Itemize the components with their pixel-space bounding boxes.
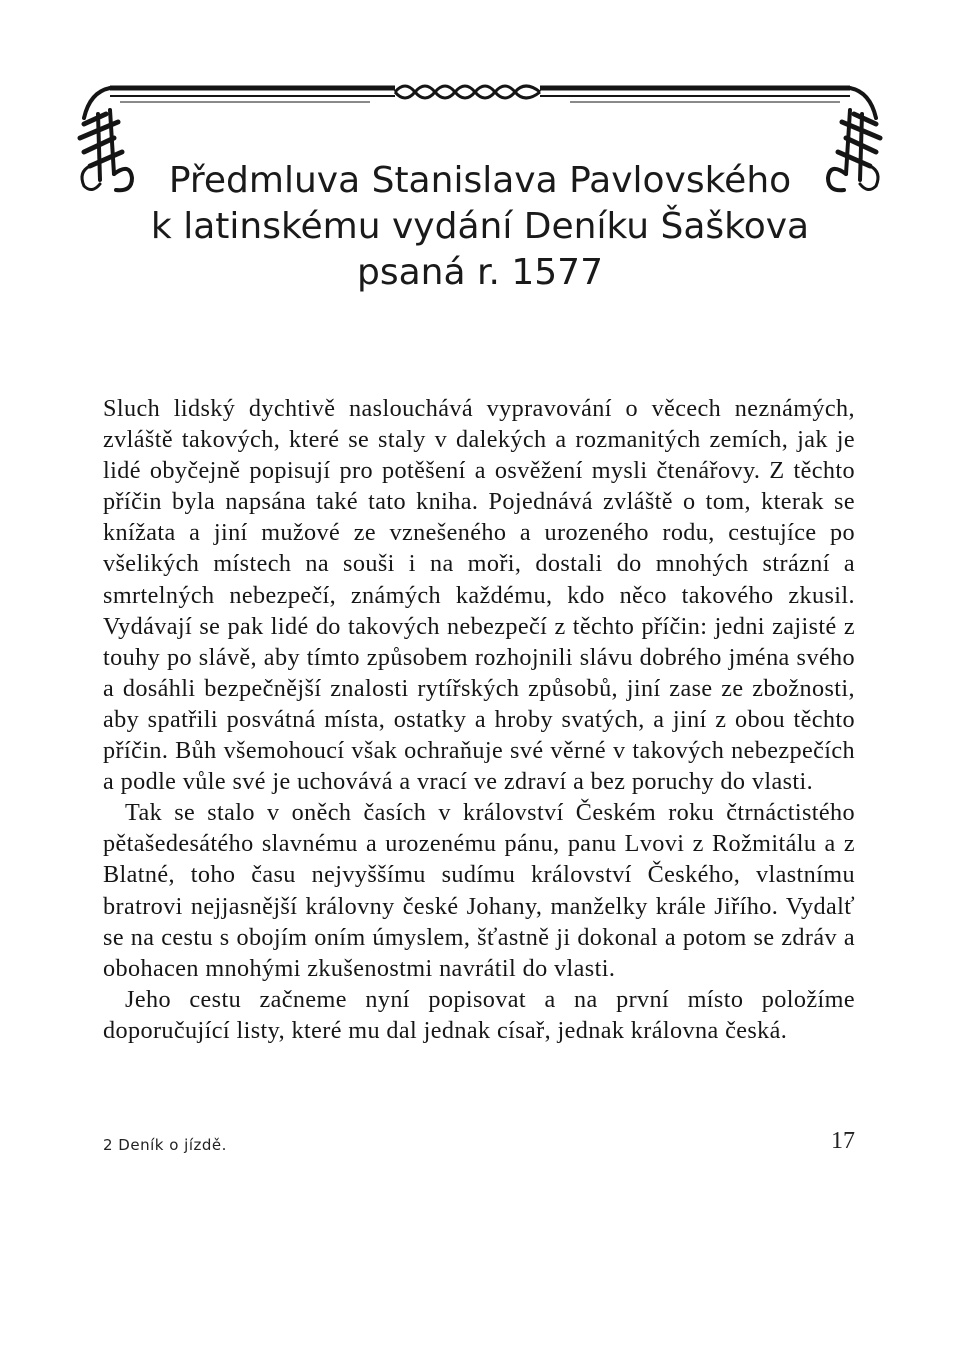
right-flourish-icon bbox=[828, 88, 880, 190]
paragraph-1: Sluch lidský dychtivě naslouchává vypravování o věcech neznámých, zvláště takových, které se staly v dalekých a rozmanitých zemích, jak je lidé obyčejně popisují pro potěšení a osvěžení mysli čtenářovy. Z těchto příčin byla napsána také tato kniha. Pojednává zvláště o tom, kterak se knížata a jiní mužové ze vznešeného a urozeného rodu, cestujíce po všelikých místech na souši i na moři, dostali do mnohých strázní a smrtelných nebezpečí, známých každému, kdo něco takového zkusil. Vydávají se pak lidé do takových nebezpečí z těchto příčin: jedni zajisté z touhy po slávě, aby tímto způsobem rozhojnili slávu dobrého jména svého a dosáhli bezpečnější znalosti rytířských způsobů, jiní zase ze zbožnosti, aby spatřili posvátná místa, ostatky a hroby svatých, a jiní z obou těchto příčin. Bůh všemohoucí však ochraňuje své věrné v takových nebezpečích a podle vůle své je uchovává a vrací ve zdraví a bez poruchy do vlasti. bbox=[103, 395, 855, 796]
page-number: 17 bbox=[831, 1128, 855, 1154]
paragraph-2: Tak se stalo v oněch časích v království Českém roku čtrnáctistého pětašedesátého slavnému a urozenému pánu, panu Lvovi z Rožmitálu a z Blatné, toho času nejvyššímu sudímu království Českého, vlastnímu bratrovi nejjasnější královny české Johany, manželky krále Jiřího. Vydalť se na cestu s obojím oním úmyslem, šťastně ji dokonal a potom se zdráv a obohacen mnohými zkušenostmi navrátil do vlasti. bbox=[103, 799, 855, 982]
paragraph-3: Jeho cestu začneme nyní popisovat a na první místo položíme doporučující listy, které mu dal jednak císař, jednak královna česká. bbox=[103, 985, 855, 1044]
printer-signature: 2 Deník o jízdě. bbox=[103, 1136, 227, 1154]
chapter-title bbox=[150, 158, 810, 296]
body-text bbox=[103, 393, 855, 1046]
title-line-2: k latinskému vydání Deníku Šaškova bbox=[150, 206, 810, 247]
left-flourish-icon bbox=[80, 88, 132, 190]
title-line-3: psaná r. 1577 bbox=[357, 252, 603, 293]
ornament-chain bbox=[395, 86, 540, 98]
title-line-1: Předmluva Stanislava Pavlovského bbox=[168, 160, 792, 201]
